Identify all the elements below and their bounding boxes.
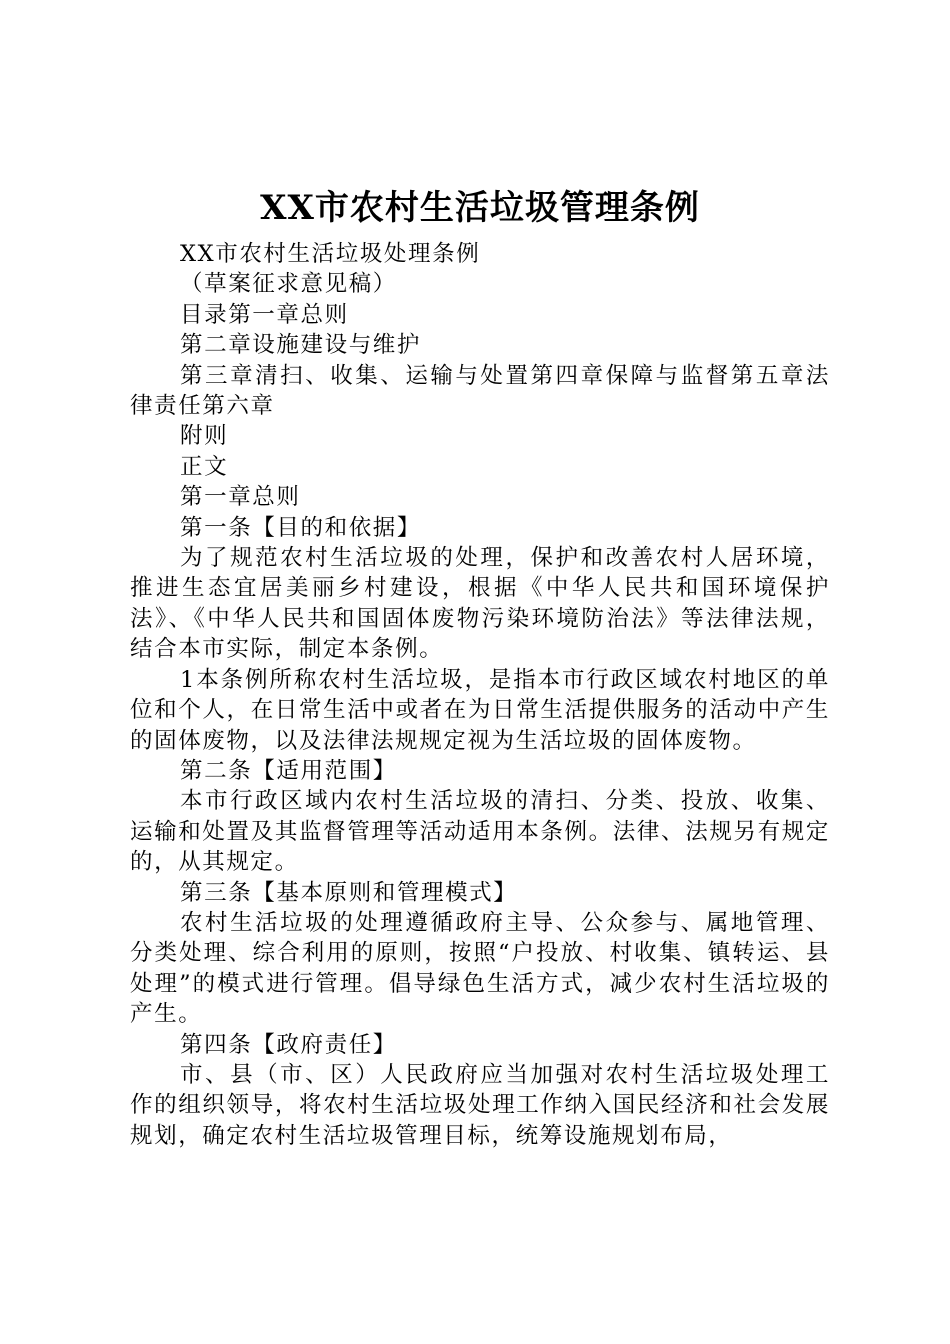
paragraph: 第三章清扫、收集、运输与处置第四章保障与监督第五章法律责任第六章 [130,362,830,420]
paragraph: 第二章设施建设与维护 [180,332,422,359]
paragraph: 1本条例所称农村生活垃圾，是指本市行政区域农村地区的单位和个人，在日常生活中或者在为日常生活提供服务的活动中产生的固体废物，以及法律法规规定视为生活垃圾的固体废物。 [130,666,830,754]
paragraph: （草案征求意见稿） [180,271,397,298]
article-heading: 第三条【基本原则和管理模式】 [180,879,518,906]
article-heading: 第四条【政府责任】 [180,1031,397,1058]
paragraph: 目录第一章总则 [180,301,349,328]
paragraph: 市、县（市、区）人民政府应当加强对农村生活垃圾处理工作的组织领导，将农村生活垃圾处理工作纳入国民经济和社会发展规划，确定农村生活垃圾管理目标，统筹设施规划布局， [130,1061,830,1149]
paragraph: 正文 [180,453,229,480]
article-heading: 第一条【目的和依据】 [180,514,422,541]
document-title: XX市农村生活垃圾管理条例 [260,188,700,228]
paragraph: 农村生活垃圾的处理遵循政府主导、公众参与、属地管理、分类处理、综合利用的原则，按照“户投放、村收集、镇转运、县处理”的模式进行管理。倡导绿色生活方式，减少农村生活垃圾的产生。 [130,909,830,1028]
paragraph: 附则 [180,423,229,450]
chapter-heading: 第一章总则 [180,484,301,511]
document-page [130,185,830,1151]
paragraph: 为了规范农村生活垃圾的处理，保护和改善农村人居环境，推进生态宜居美丽乡村建设，根据《中华人民共和国环境保护法》、《中华人民共和国固体废物污染环境防治法》等法律法规，结合本市实际，制定本条例。 [130,545,830,663]
article-heading: 第二条【适用范围】 [180,757,397,784]
paragraph: 本市行政区域内农村生活垃圾的清扫、分类、投放、收集、运输和处置及其监督管理等活动适用本条例。法律、法规另有规定的，从其规定。 [130,788,830,876]
paragraph: XX市农村生活垃圾处理条例 [180,241,481,267]
